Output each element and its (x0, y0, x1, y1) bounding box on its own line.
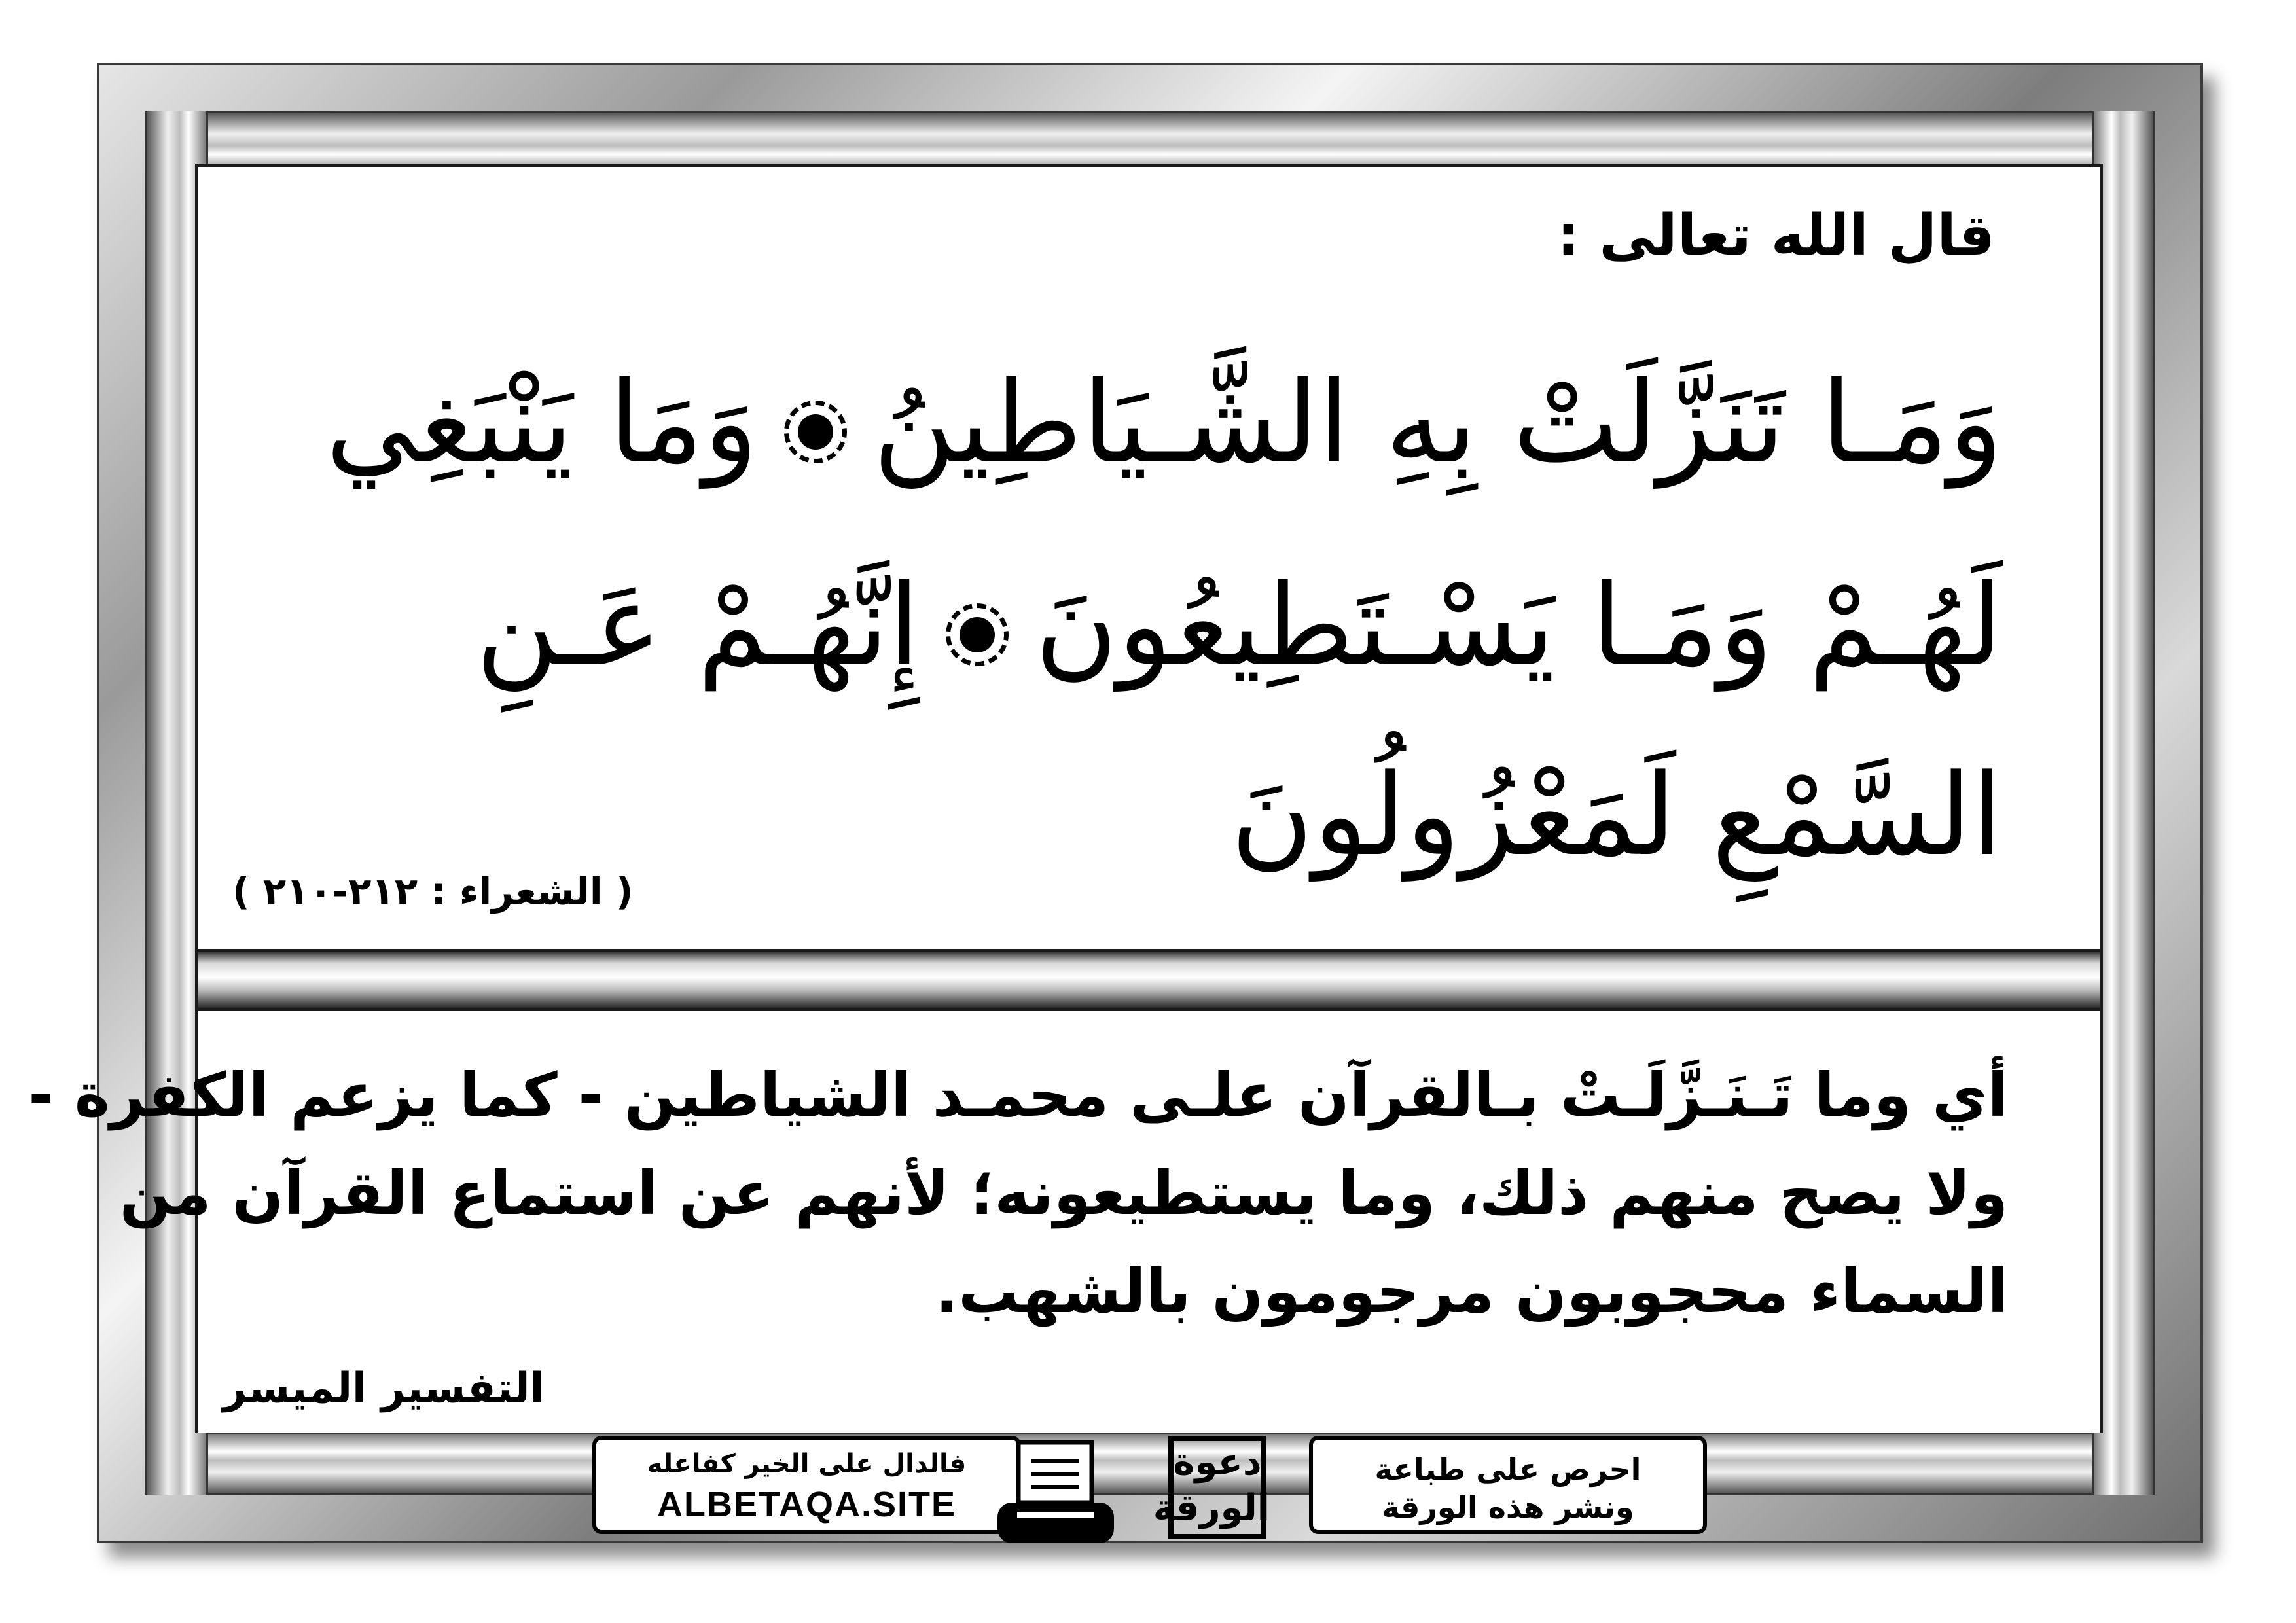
site-box[interactable] (592, 1436, 1021, 1534)
ayah-end-marker-icon (946, 603, 1009, 666)
verse-line-1-part-a: وَمَـا تَنَزَّلَتْ بِهِ الشَّـيَاطِينُ (872, 357, 2003, 488)
panel-divider (195, 952, 2103, 1008)
tafsir-line-3: السماء محجوبون مرجومون بالشهب. (935, 1257, 2008, 1327)
share-note-line-2: ونشر هذه الورقة (1382, 1489, 1634, 1525)
verse-line-2-part-b: إِنَّهُـمْ عَـنِ (475, 560, 920, 691)
logo-text: دعوة الورقة (1153, 1441, 1270, 1529)
tafsir-line-2: ولا يصح منهم ذلك، وما يستطيعونه؛ لأنهم عن استماع القرآن من (119, 1158, 2008, 1228)
ayah-end-marker-icon (784, 401, 847, 463)
frame-bevel-bottom (165, 1432, 2135, 1495)
printer-icon (994, 1438, 1118, 1548)
site-tagline: فالدال على الخير كفاعله (647, 1449, 967, 1479)
share-note-line-1: احرص على طباعة (1374, 1452, 1641, 1487)
verse-line-2-part-a: لَهُـمْ وَمَـا يَسْـتَطِيعُونَ (1035, 560, 2003, 691)
site-url-link[interactable]: ALBETAQA.SITE (657, 1485, 956, 1524)
verse-reference: ( الشعراء : ٢١٢-٢١٠ ) (232, 869, 634, 914)
share-note-box (1309, 1436, 1707, 1534)
verse-line-2 (288, 560, 2003, 691)
verse-line-1 (288, 357, 2003, 488)
verse-line-3: السَّمْعِ لَمَعْزُولُونَ (1230, 749, 2003, 881)
tafsir-line-1: أي وما تَـنَـزَّلَـتْ بـالقرآن علـى محمـد الشياطين - كما يزعم الكفرة - (28, 1060, 2008, 1130)
verse-line-1-part-b: وَمَا يَنْبَغِي (325, 357, 758, 488)
tafsir-source: التفسير الميسر (223, 1364, 545, 1413)
verse-intro: قال الله تعالى : (1557, 203, 1995, 268)
